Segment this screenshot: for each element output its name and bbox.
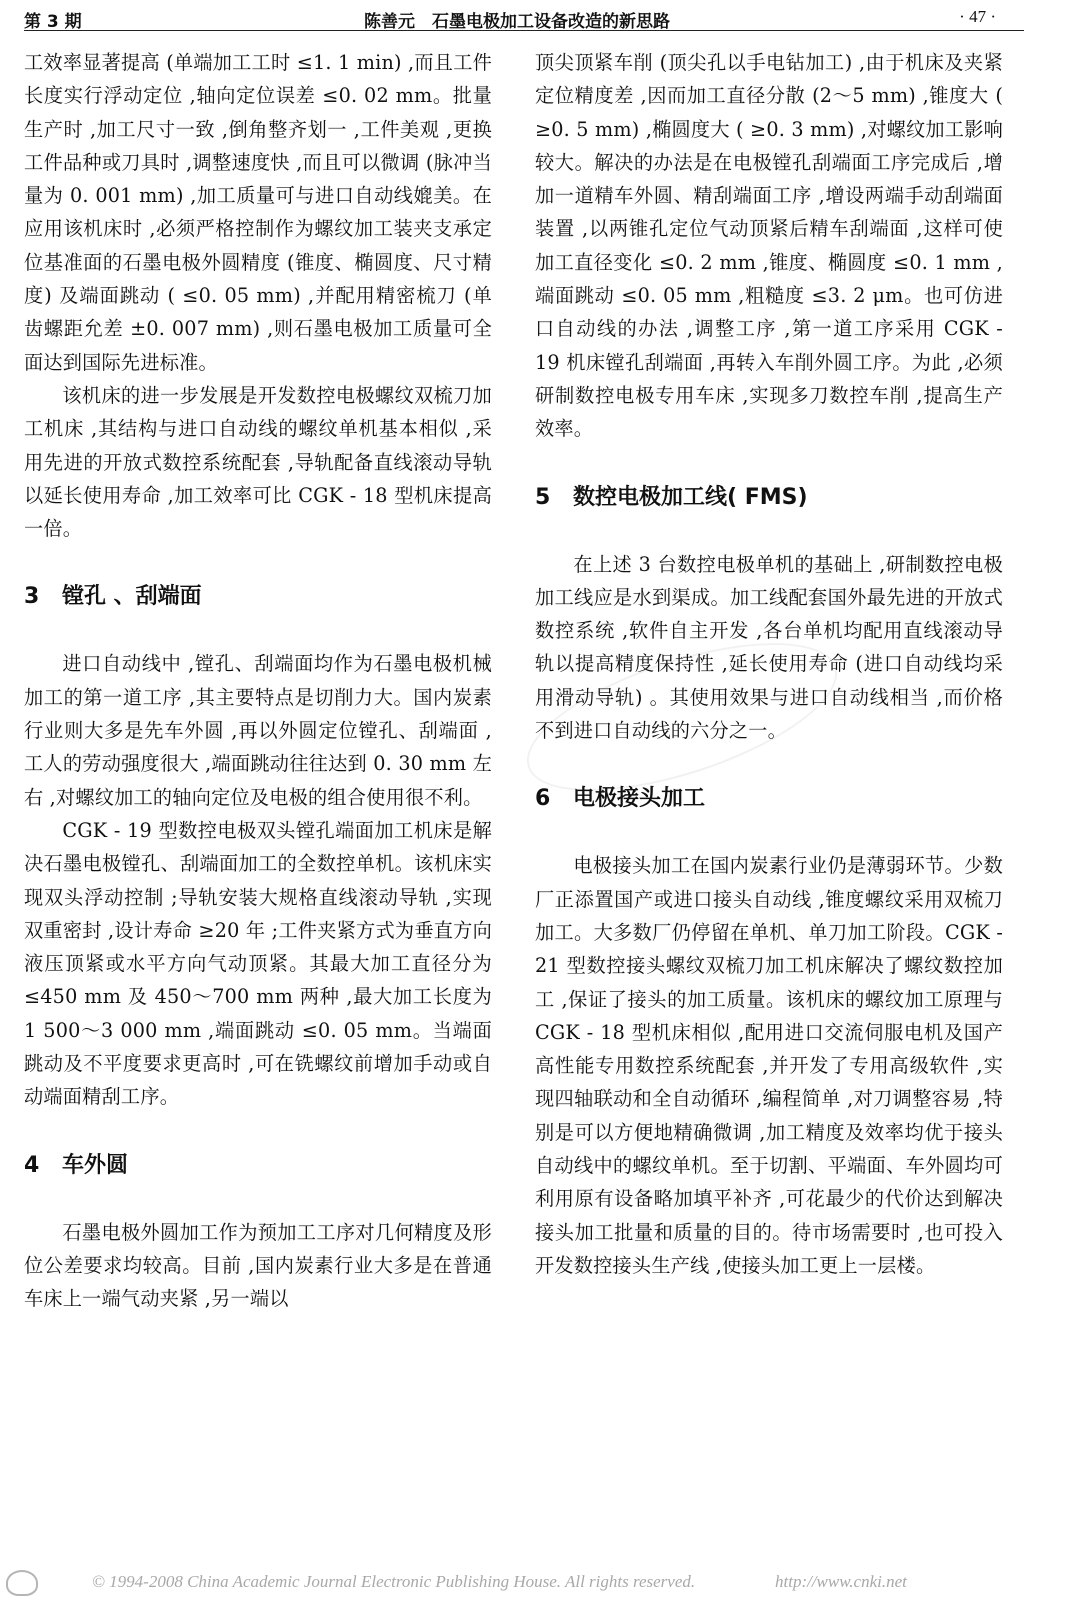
section-heading-4 — [24, 1151, 492, 1181]
footer-url: http://www.cnki.net — [775, 1572, 907, 1591]
right-column — [535, 46, 1003, 1282]
paragraph: 工效率显著提高 (单端加工工时 ≤1. 1 min) ,而且工件长度实行浮动定位 ,轴向定位误差 ≤0. 02 mm。批量生产时 ,加工尺寸一致 ,倒角整齐划一 ,工件美观 ,更换工件品种或刀具时 ,调整速度快 ,而且可以微调 (脉冲当量为 0. 001 mm) ,加工质量可与进口自动线媲美。在应用该机床时 ,必须严格控制作为螺纹加工装夹支承定位基准面的石墨电极外圆精度 (锥度、椭圆度、尺寸精度) 及端面跳动 ( ≤0. 05 mm) ,并配用精密梳刀 (单齿螺距允差 ±0. 007 mm) ,则石墨电极加工质量可全面达到国际先进标准。 — [24, 51, 492, 374]
section-title: 电极接头加工 — [573, 786, 706, 812]
paragraph: CGK - 19 型数控电极双头镗孔端面加工机床是解决石墨电极镗孔、刮端面加工的全数控单机。该机床实现双头浮动控制 ;导轨安装大规格直线滚动导轨 ,实现双重密封 ,设计寿命 ≥20 年 ;工件夹紧方式为垂直方向液压顶紧或水平方向气动顶紧。其最大加工直径分为 ≤450 mm 及 450～700 mm 两种 ,最大加工长度为 1 500～3 000 mm ,端面跳动 ≤0. 05 mm。当端面跳动及不平度要求更高时 ,可在铣螺纹前增加手动或自动端面精刮工序。 — [24, 818, 492, 1109]
cnki-logo-icon — [6, 1570, 38, 1596]
section-number: 3 — [24, 584, 40, 610]
paragraph: 在上述 3 台数控电极单机的基础上 ,研制数控电极加工线应是水到渠成。加工线配套国外最先进的开放式数控系统 ,软件自主开发 ,各台单机均配用直线滚动导轨以提高精度保持性 ,延长使用寿命 (进口自动线均采用滑动导轨) 。其使用效果与进口自动线相当 ,而价格不到进口自动线的六分之一。 — [535, 552, 1003, 743]
paragraph: 该机床的进一步发展是开发数控电极螺纹双梳刀加工机床 ,其结构与进口自动线的螺纹单机基本相似 ,采用先进的开放式数控系统配套 ,导轨配备直线滚动导轨以延长使用寿命 ,加工效率可比 CGK - 18 型机床提高一倍。 — [24, 383, 492, 541]
section-title: 数控电极加工线( FMS) — [573, 484, 808, 510]
paragraph: 顶尖顶紧车削 (顶尖孔以手电钻加工) ,由于机床及夹紧定位精度差 ,因而加工直径分散 (2～5 mm) ,锥度大 ( ≥0. 5 mm) ,椭圆度大 ( ≥0. 3 mm) ,对螺纹加工影响较大。解决的办法是在电极镗孔刮端面工序完成后 ,增加一道精车外圆、精刮端面工序 ,增设两端手动刮端面装置 ,以两锥孔定位气动顶紧后精车刮端面 ,这样可使加工直径变化 ≤0. 2 mm ,锥度、椭圆度 ≤0. 1 mm ,端面跳动 ≤0. 05 mm ,粗糙度 ≤3. 2 μm。也可仿进口自动线的办法 ,调整工序 ,第一道工序采用 CGK - 19 机床镗孔刮端面 ,再转入车削外圆工序。为此 ,必须研制数控电极专用车床 ,实现多刀数控车削 ,提高生产效率。 — [535, 51, 1003, 441]
issue-number: 第 3 期 — [24, 12, 82, 32]
section-number: 4 — [24, 1152, 40, 1178]
section-title: 车外圆 — [62, 1152, 129, 1178]
footer — [0, 1568, 1068, 1600]
paragraph: 石墨电极外圆加工作为预加工工序对几何精度及形位公差要求均较高。目前 ,国内炭素行业大多是在普通车床上一端气动夹紧 ,另一端以 — [24, 1220, 492, 1311]
section-heading-3 — [24, 582, 492, 612]
paragraph: 进口自动线中 ,镗孔、刮端面均作为石墨电极机械加工的第一道工序 ,其主要特点是切削力大。国内炭素行业则大多是先车外圆 ,再以外圆定位镗孔、刮端面 ,工人的劳动强度很大 ,端面跳动往往达到 0. 30 mm 左右 ,对螺纹加工的轴向定位及电极的组合使用很不利。 — [24, 652, 492, 809]
running-header — [24, 4, 1024, 31]
section-heading-5 — [535, 483, 1003, 513]
left-column — [24, 46, 492, 1316]
page-number: · 47 · — [959, 7, 996, 26]
section-heading-6 — [535, 784, 1003, 814]
section-title: 镗孔 、刮端面 — [62, 584, 202, 610]
copyright-notice: © 1994-2008 China Academic Journal Electronic Publishing House. All rights reserved. — [92, 1572, 696, 1591]
section-number: 6 — [535, 786, 551, 812]
section-number: 5 — [535, 484, 551, 510]
paragraph: 电极接头加工在国内炭素行业仍是薄弱环节。少数厂正添置国产或进口接头自动线 ,锥度螺纹采用双梳刀加工。大多数厂仍停留在单机、单刀加工阶段。CGK - 21 型数控接头螺纹双梳刀加工机床解决了螺纹数控加工 ,保证了接头的加工质量。该机床的螺纹加工原理与 CGK - 18 型机床相似 ,配用进口交流伺服电机及国产高性能专用数控系统配套 ,并开发了专用高级软件 ,实现四轴联动和全自动循环 ,编程简单 ,对刀调整容易 ,特别是可以方便地精确微调 ,加工精度及效率均优于接头自动线中的螺纹单机。至于切割、平端面、车外圆均可利用原有设备略加填平补齐 ,可花最少的代价达到解决接头加工批量和质量的目的。待市场需要时 ,也可投入开发数控接头生产线 ,使接头加工更上一层楼。 — [535, 854, 1003, 1277]
running-title: 陈善元 石墨电极加工设备改造的新思路 — [364, 12, 670, 32]
